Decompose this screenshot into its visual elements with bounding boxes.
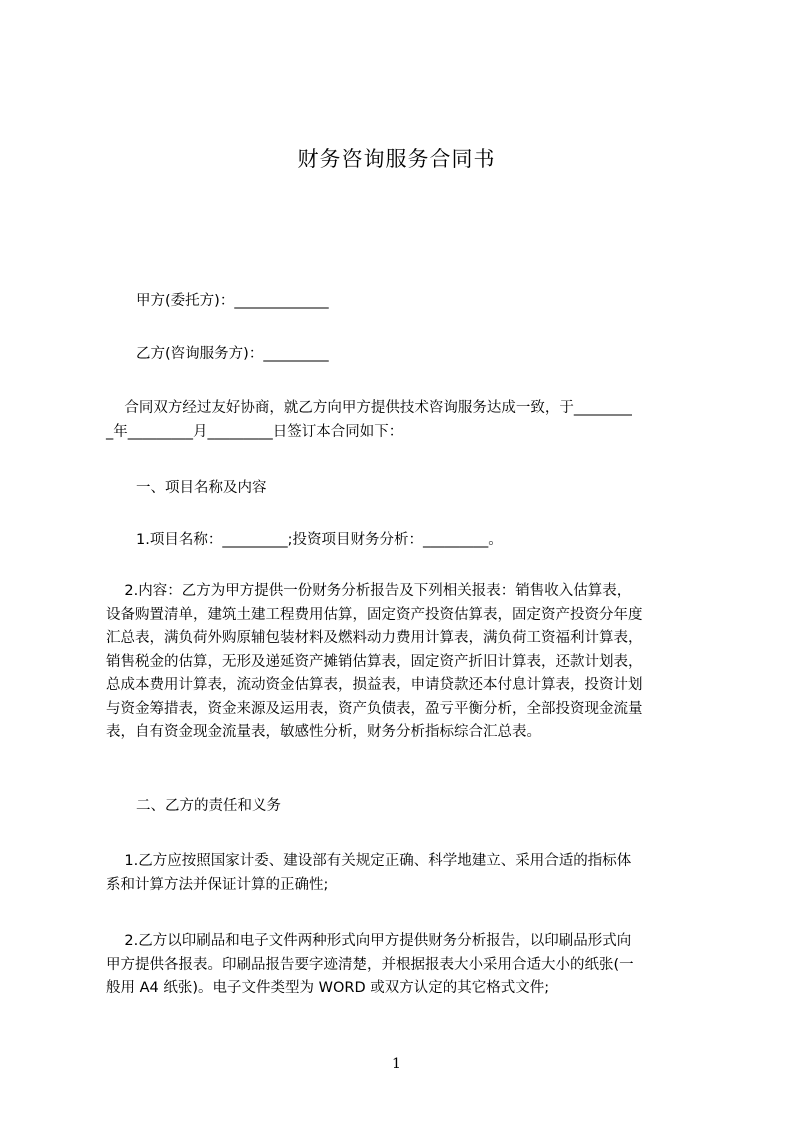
page-number: 1 (392, 1056, 401, 1072)
party-a-line: 甲方(委托方)：_____________ (136, 293, 329, 309)
content-line: 总成本费用计算表，流动资金估算表，损益表，申请贷款还本付息计算表，投资计划 (106, 677, 643, 693)
intro-paragraph (106, 397, 706, 444)
section-heading-project: 一、项目名称及内容 (136, 480, 267, 496)
section-heading-duties: 二、乙方的责任和义务 (136, 798, 281, 814)
duty-line: 般用 A4 纸张)。电子文件类型为 WORD 或双方认定的其它格式文件; (106, 980, 550, 996)
item-project-name: 1.项目名称：_________;投资项目财务分析：_________。 (136, 532, 503, 548)
duty-2-paragraph (106, 930, 706, 1001)
intro-line: 合同双方经过友好协商，就乙方向甲方提供技术咨询服务达成一致，于________ (106, 400, 632, 416)
document-title: 财务咨询服务合同书 (297, 147, 496, 171)
content-line: 表，自有资金现金流量表，敏感性分析，财务分析指标综合汇总表。 (106, 724, 541, 740)
duty-line: 系和计算方法并保证计算的正确性; (106, 876, 329, 893)
duty-line: 甲方提供各报表。印刷品报告要字迹清楚，并根据报表大小采用合适大小的纸张(一 (106, 956, 634, 973)
content-line: 汇总表，满负荷外购原辅包装材料及燃料动力费用计算表，满负荷工资福利计算表， (106, 630, 643, 646)
content-line: 与资金筹措表，资金来源及运用表，资产负债表，盈亏平衡分析，全部投资现金流量 (106, 700, 643, 717)
duty-line: 2.乙方以印刷品和电子文件两种形式向甲方提供财务分析报告，以印刷品形式向 (106, 933, 632, 949)
duty-1-paragraph (106, 850, 706, 897)
content-line: 销售税金的估算，无形及递延资产摊销估算表，固定资产折旧计算表，还款计划表， (106, 653, 643, 670)
intro-line: _年_________月_________日签订本合同如下： (106, 423, 404, 440)
item-content-paragraph (106, 580, 706, 745)
party-b-line: 乙方(咨询服务方)：_________ (136, 346, 329, 362)
content-line: 设备购置清单，建筑土建工程费用估算，固定资产投资估算表，固定资产投资分年度 (106, 606, 643, 623)
content-line: 2.内容：乙方为甲方提供一份财务分析报告及下列相关报表：销售收入估算表， (106, 583, 632, 599)
duty-line: 1.乙方应按照国家计委、建设部有关规定正确、科学地建立、采用合适的指标体 (106, 853, 632, 869)
